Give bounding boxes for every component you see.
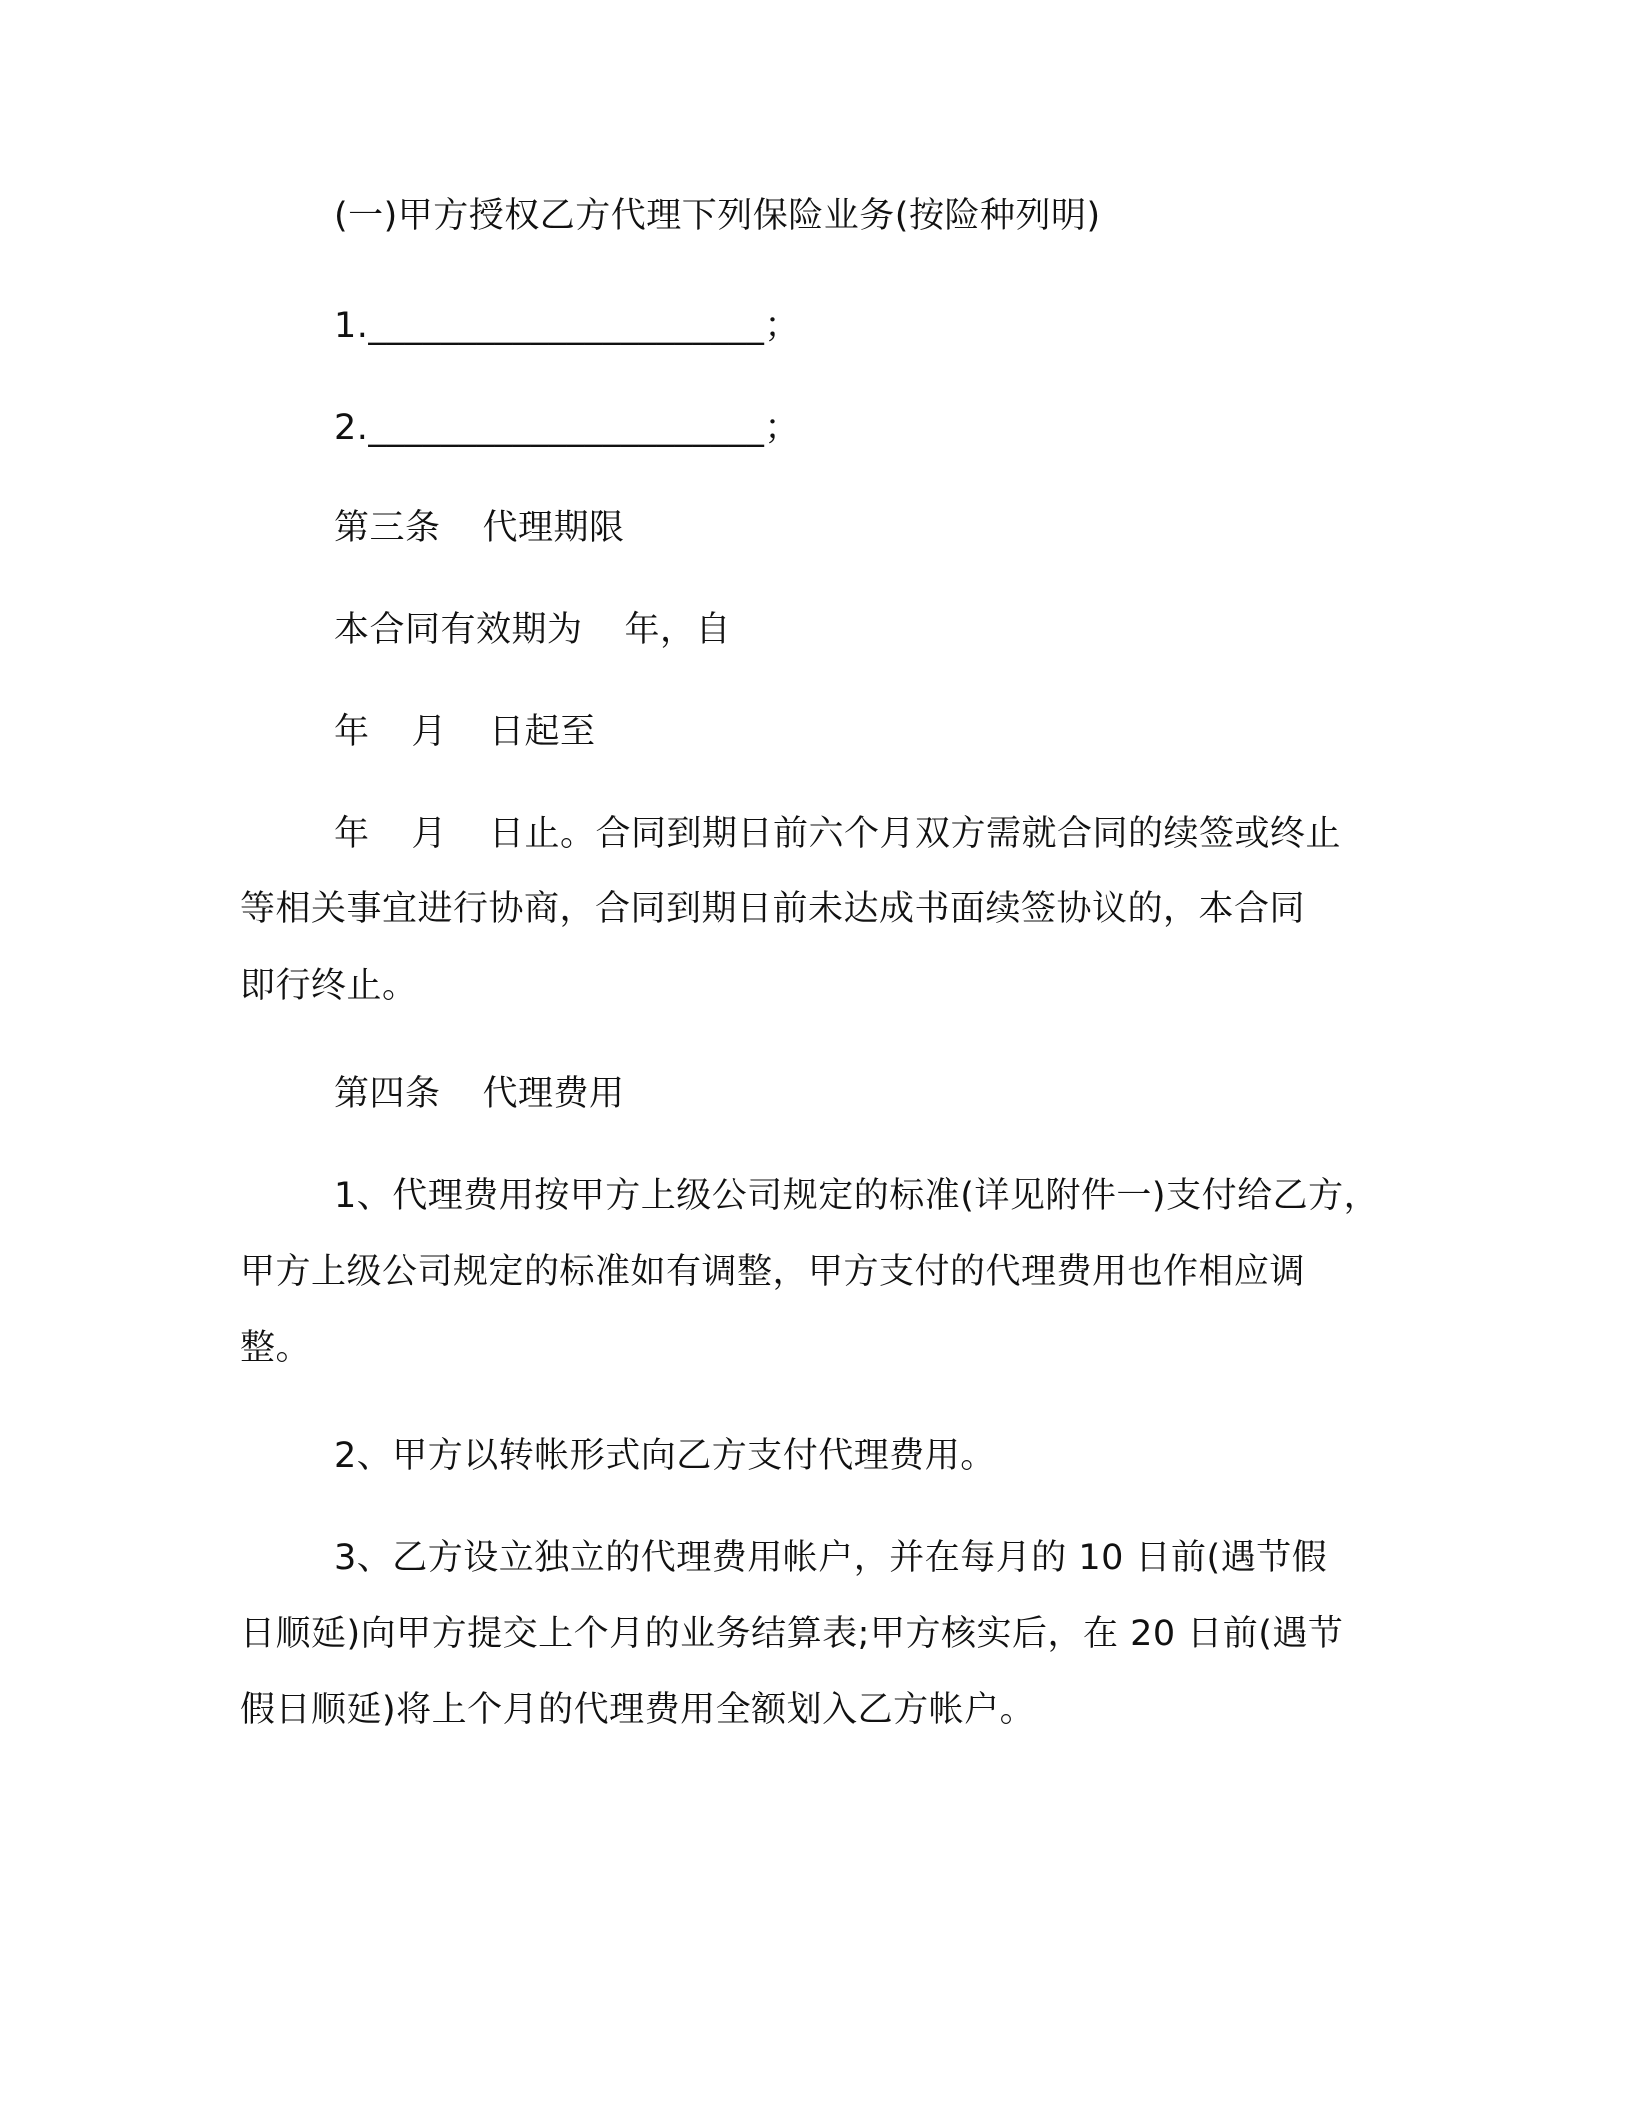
article-4-p1-line-3: 整。 xyxy=(240,1328,312,1368)
article-3-heading xyxy=(334,508,625,548)
article-4-p3-line-1: 3、乙方设立独立的代理费用帐户，并在每月的 10 日前(遇节假 xyxy=(334,1538,1328,1578)
article-3-line-2 xyxy=(334,712,596,752)
article-4-p2: 2、甲方以转帐形式向乙方支付代理费用。 xyxy=(334,1436,996,1476)
item-number: 1. xyxy=(334,306,369,346)
text-span: 月 xyxy=(411,814,448,854)
text-span: 日止。合同到期日前六个月双方需就合同的续签或终止 xyxy=(489,814,1342,854)
article-3-line-1 xyxy=(334,610,731,650)
item-end: ； xyxy=(764,408,800,448)
article-4-heading xyxy=(334,1074,625,1114)
text-span: 月 xyxy=(411,712,448,752)
article-number: 第四条 xyxy=(334,1074,441,1114)
article-3-line-4: 等相关事宜进行协商，合同到期日前未达成书面续签协议的，本合同 xyxy=(240,889,1306,929)
text-span: 年 xyxy=(334,814,370,854)
list-item-1 xyxy=(334,306,800,346)
item-heading: (一)甲方授权乙方代理下列保险业务(按险种列明) xyxy=(334,196,1101,236)
text-span: 年，自 xyxy=(624,610,732,650)
article-title: 代理期限 xyxy=(482,508,625,548)
blank-line: ______________________ xyxy=(368,408,765,448)
text-span: 年 xyxy=(334,712,370,752)
article-3-line-5: 即行终止。 xyxy=(240,966,418,1006)
article-4-p1-line-2: 甲方上级公司规定的标准如有调整，甲方支付的代理费用也作相应调 xyxy=(240,1252,1306,1292)
list-item-2 xyxy=(334,408,800,448)
blank-line: ______________________ xyxy=(368,306,765,346)
text-span: 本合同有效期为 xyxy=(334,610,583,650)
item-end: ； xyxy=(764,306,800,346)
article-title: 代理费用 xyxy=(482,1074,625,1114)
article-4-p1-line-1: 1、代理费用按甲方上级公司规定的标准(详见附件一)支付给乙方， xyxy=(334,1176,1380,1216)
item-number: 2. xyxy=(334,408,369,448)
text-span: 日起至 xyxy=(489,712,596,752)
article-4-p3-line-2: 日顺延)向甲方提交上个月的业务结算表;甲方核实后，在 20 日前(遇节 xyxy=(240,1614,1344,1654)
article-number: 第三条 xyxy=(334,508,441,548)
article-3-line-3 xyxy=(334,814,1341,854)
article-4-p3-line-3: 假日顺延)将上个月的代理费用全额划入乙方帐户。 xyxy=(240,1690,1036,1730)
